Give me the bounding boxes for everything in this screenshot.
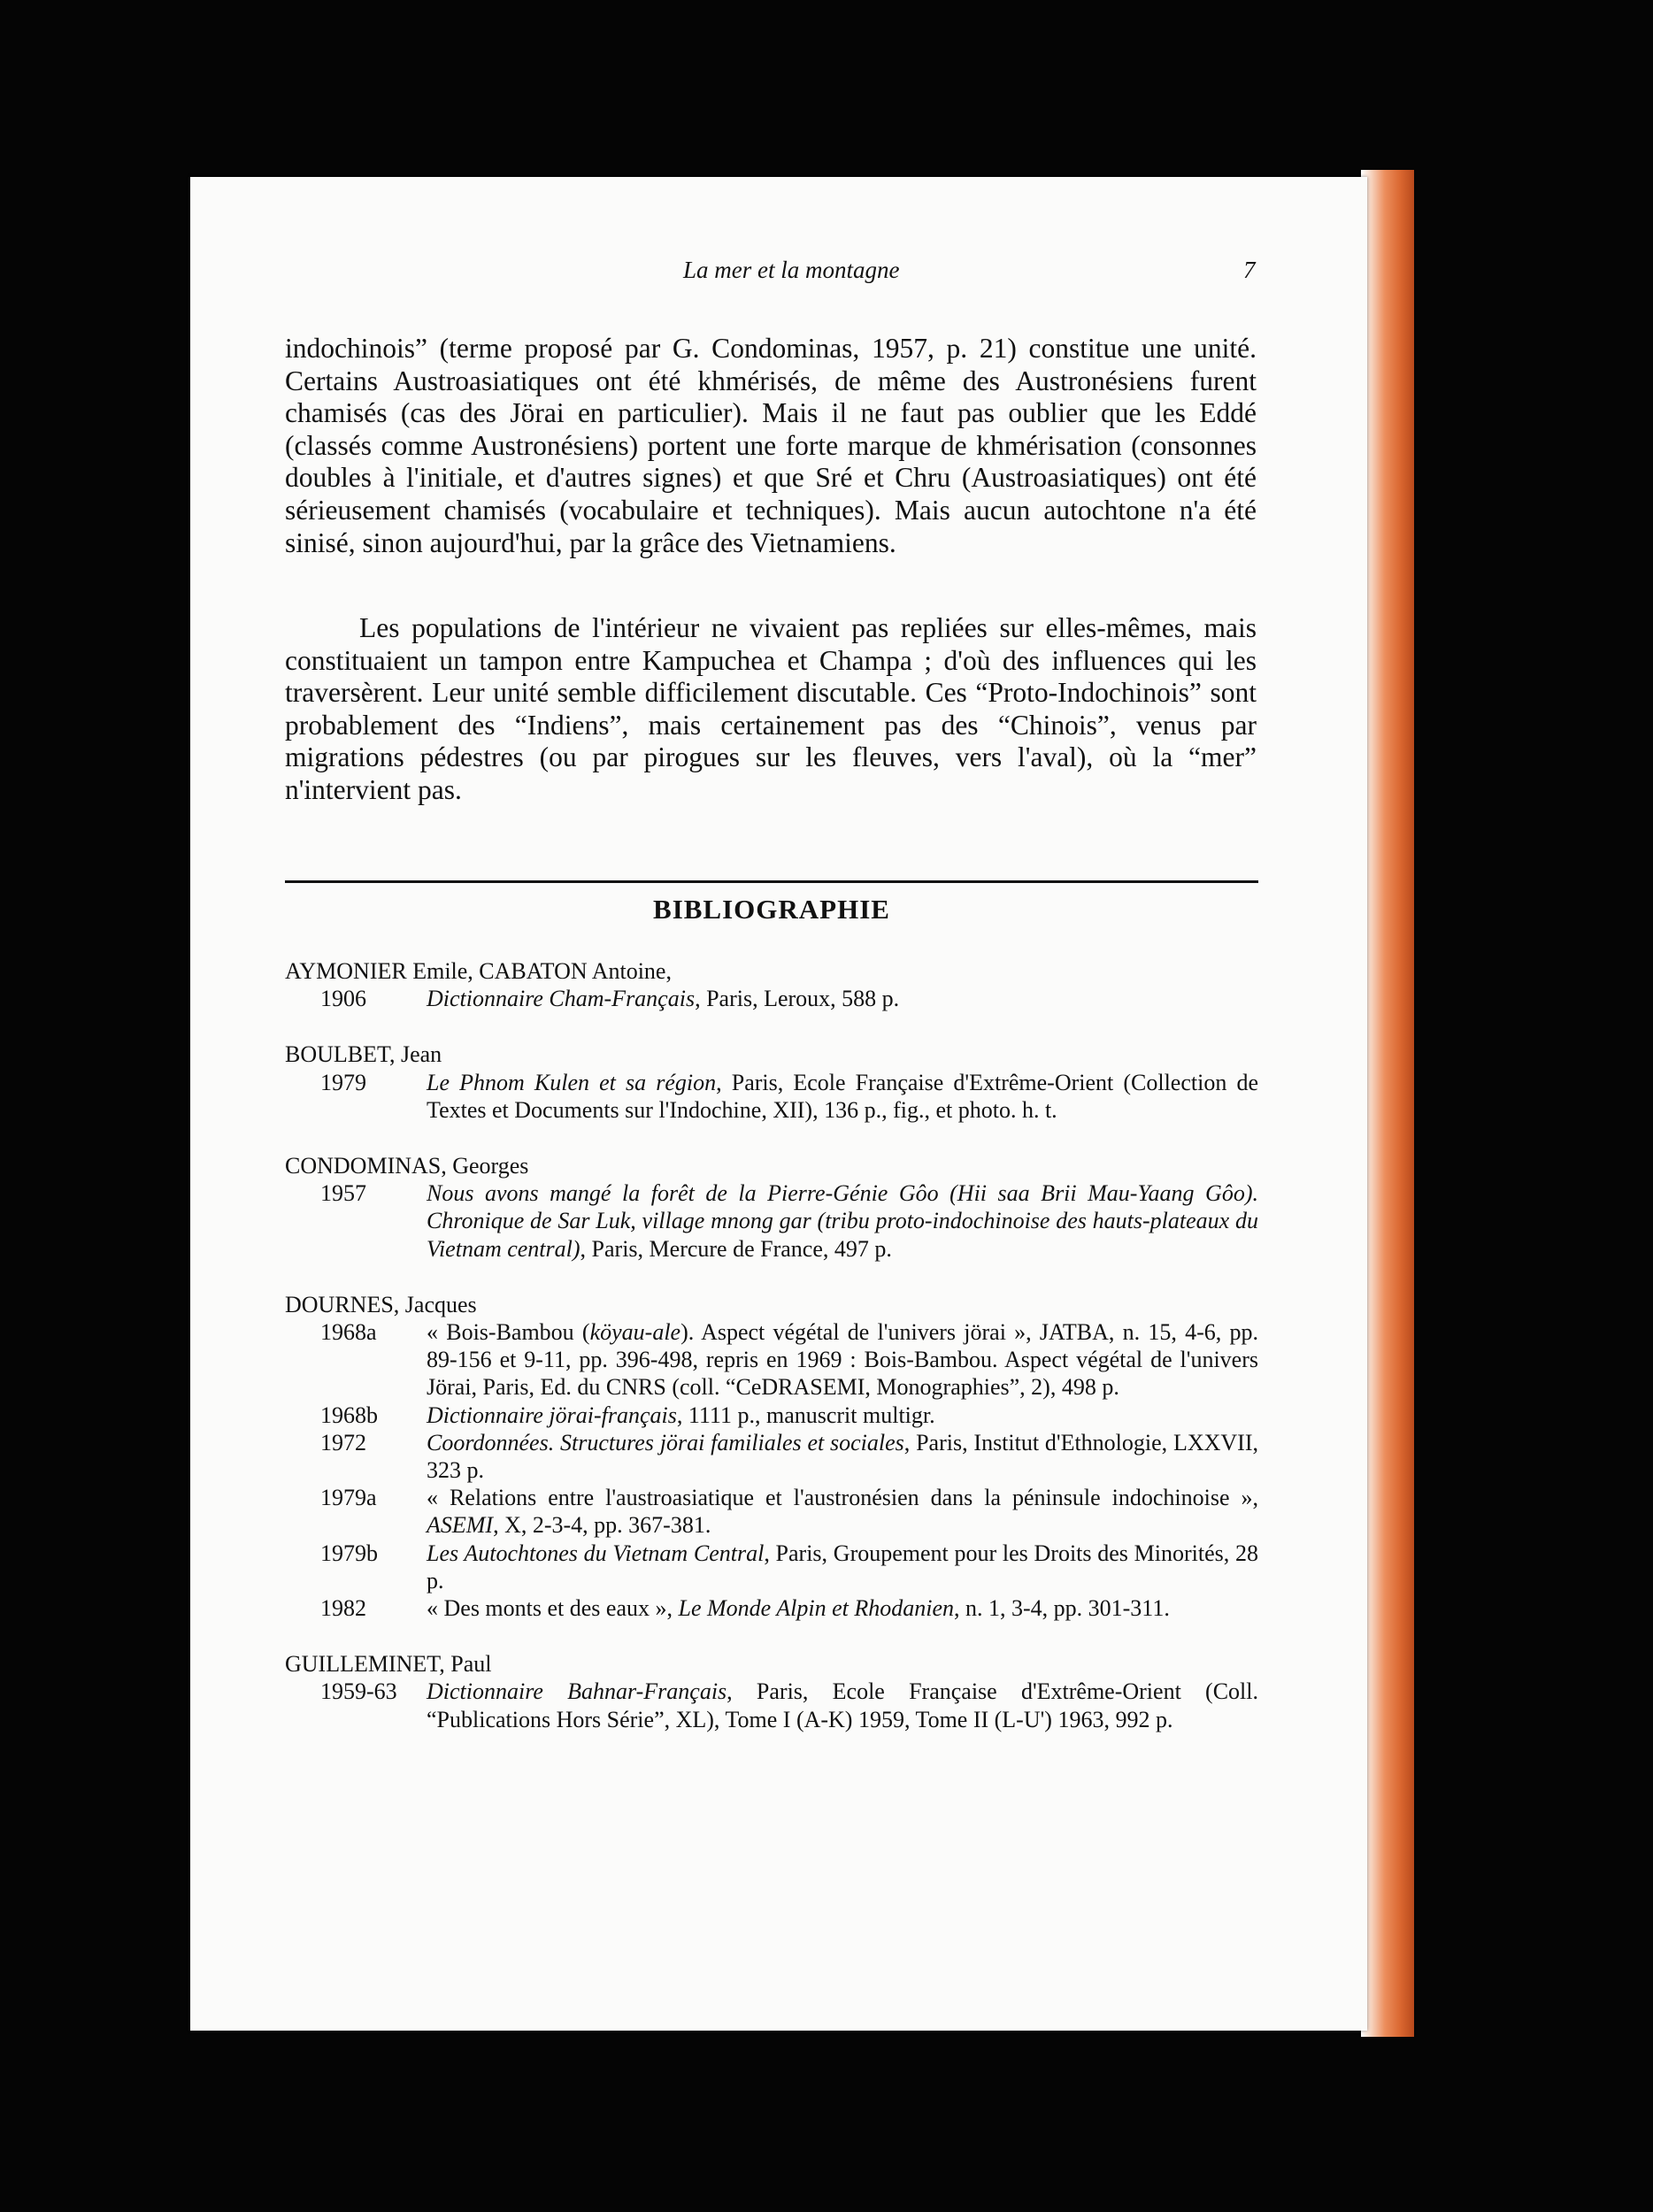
bibliography-entry bbox=[285, 985, 1258, 1012]
bibliography-entry bbox=[285, 1540, 1258, 1594]
entry-details: , Paris, Groupement pour les Droits des Minorités, 28 p. bbox=[427, 1540, 1259, 1594]
page-number: 7 bbox=[1243, 257, 1256, 283]
entry-title: Le Monde Alpin et Rhodanien bbox=[678, 1595, 954, 1622]
entry-prefix: « Bois-Bambou ( bbox=[427, 1319, 590, 1346]
entry-details: , Paris, Institut d'Ethnologie, LXXVII, 323 p. bbox=[427, 1429, 1258, 1484]
section-rule bbox=[285, 880, 1258, 883]
entry-details: , Paris, Ecole Française d'Extrême-Orient (Collection de Textes et Documents sur l'Indochine, XII), 136 p., fig., et photo. h. t. bbox=[427, 1069, 1258, 1123]
entry-reference bbox=[427, 1318, 1258, 1402]
entry-title: ASEMI bbox=[427, 1512, 494, 1539]
entry-reference bbox=[427, 1678, 1258, 1732]
entry-details: , Paris, Ecole Française d'Extrême-Orient (Coll. “Publications Hors Série”, XL), Tome I (A-K) 1959, Tome II (L-U') 1963, 992 p. bbox=[427, 1678, 1258, 1732]
bibliography-entry bbox=[285, 1594, 1258, 1622]
bibliography-heading: BIBLIOGRAPHIE bbox=[653, 894, 890, 925]
paragraph-2: Les populations de l'intérieur ne vivaient pas repliées sur elles-mêmes, mais constituaient un tampon entre Kampuchea et Champa ; d'où des influences qui les traversèrent. Leur unité semble difficilement discutable. Ces “Proto-Indochinois” sont probablement des “Indiens”, mais certainement pas des “Chinois”, venus par migrations pédestres (ou par pirogues sur les fleuves, vers l'aval), où la “mer” n'intervient pas. bbox=[285, 612, 1257, 805]
bibliography-entry bbox=[285, 1429, 1258, 1484]
entry-year: 1957 bbox=[320, 1180, 366, 1207]
entry-year: 1968b bbox=[320, 1402, 378, 1428]
entry-reference bbox=[427, 1484, 1258, 1539]
running-header bbox=[0, 257, 1257, 292]
entry-details: , Paris, Leroux, 588 p. bbox=[695, 986, 900, 1012]
entry-reference bbox=[427, 1069, 1258, 1124]
bibliography-entry bbox=[285, 1678, 1258, 1732]
entry-title: Coordonnées. Structures jörai familiales et sociales bbox=[427, 1429, 904, 1455]
bibliography-author: AYMONIER Emile, CABATON Antoine, bbox=[285, 958, 672, 984]
entry-details: ). Aspect végétal de l'univers jörai », JATBA, n. 15, 4-6, pp. 89-156 et 9-11, pp. 396-498, repris en 1969 : Bois-Bambou. Aspect végétal de l'univers Jörai, Paris, Ed. du CNRS (coll. “CeDRASEMI, Monographies”, 2), 498 p. bbox=[427, 1319, 1259, 1401]
entry-reference bbox=[427, 1402, 1258, 1429]
bibliography-entry bbox=[285, 1318, 1258, 1402]
paragraph-1: indochinois” (terme proposé par G. Condominas, 1957, p. 21) constitue une unité. Certains Austroasiatiques ont été khmérisés, de même des Austronésiens furent chamisés (cas des Jörai en particulier). Mais il ne faut pas oublier que les Eddé (classés comme Austronésiens) portent une forte marque de khmérisation (consonnes doubles à l'initiale, et d'autres signes) et que Sré et Chru (Austroasiatiques) ont été sérieusement chamisés (vocabulaire et techniques). Mais aucun autochtone n'a été sinisé, sinon aujourd'hui, par la grâce des Vietnamiens. bbox=[285, 333, 1257, 558]
entry-year: 1982 bbox=[320, 1595, 366, 1622]
bibliography-group bbox=[285, 1650, 1258, 1733]
entry-reference bbox=[427, 1594, 1258, 1622]
entry-title: köyau-ale bbox=[589, 1319, 681, 1346]
entry-title: Les Autochtones du Vietnam Central bbox=[427, 1540, 765, 1566]
entry-year: 1959-63 bbox=[320, 1678, 397, 1705]
bibliography-entry bbox=[285, 1402, 1258, 1429]
entry-title: Le Phnom Kulen et sa région bbox=[427, 1069, 717, 1095]
entry-year: 1979 bbox=[320, 1069, 366, 1095]
entry-details: , 1111 p., manuscrit multigr. bbox=[676, 1402, 935, 1428]
entry-prefix: « Des monts et des eaux », bbox=[427, 1595, 679, 1622]
bibliography-entry bbox=[285, 1179, 1258, 1263]
bibliography-entry bbox=[285, 1484, 1258, 1539]
entry-reference bbox=[427, 985, 1258, 1012]
bibliography-group bbox=[285, 1291, 1258, 1622]
entry-year: 1979b bbox=[320, 1540, 378, 1566]
entry-prefix: « Relations entre l'austroasiatique et l'austronésien dans la péninsule indochinoise », bbox=[427, 1485, 1258, 1511]
bibliography-group bbox=[285, 1041, 1258, 1124]
bibliography-author: CONDOMINAS, Georges bbox=[285, 1153, 529, 1179]
entry-year: 1906 bbox=[320, 986, 366, 1012]
entry-year: 1979a bbox=[320, 1485, 377, 1511]
entry-details: , n. 1, 3-4, pp. 301-311. bbox=[953, 1595, 1170, 1622]
bibliography-list bbox=[285, 957, 1258, 1733]
entry-reference bbox=[427, 1179, 1258, 1263]
entry-details: , Paris, Mercure de France, 497 p. bbox=[580, 1235, 892, 1262]
entry-year: 1972 bbox=[320, 1429, 366, 1455]
bibliography-author: BOULBET, Jean bbox=[285, 1041, 442, 1068]
bibliography-group bbox=[285, 1152, 1258, 1263]
entry-title: Dictionnaire Bahnar-Français bbox=[427, 1678, 727, 1705]
entry-title: Nous avons mangé la forêt de la Pierre-Génie Gôo (Hii saa Brii Mau-Yaang Gôo). Chronique de Sar Luk, village mnong gar (tribu proto-indochinoise des hauts-plateaux du Vietnam central) bbox=[427, 1180, 1258, 1262]
entry-details: , X, 2-3-4, pp. 367-381. bbox=[493, 1512, 711, 1539]
bibliography-entry bbox=[285, 1069, 1258, 1124]
bibliography-author: GUILLEMINET, Paul bbox=[285, 1651, 492, 1678]
entry-reference bbox=[427, 1429, 1258, 1484]
entry-title: Dictionnaire jörai-français bbox=[427, 1402, 677, 1428]
bibliography-group bbox=[285, 957, 1258, 1012]
entry-reference bbox=[427, 1540, 1258, 1594]
running-title: La mer et la montagne bbox=[683, 257, 900, 283]
entry-title: Dictionnaire Cham-Français bbox=[427, 986, 696, 1012]
page-edge bbox=[1361, 170, 1414, 2037]
entry-year: 1968a bbox=[320, 1319, 377, 1346]
bibliography-author: DOURNES, Jacques bbox=[285, 1291, 477, 1317]
